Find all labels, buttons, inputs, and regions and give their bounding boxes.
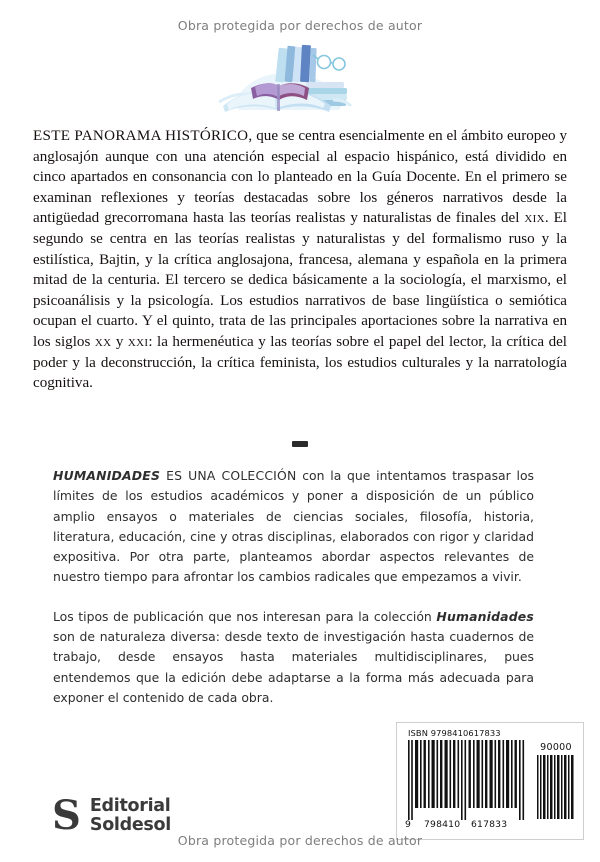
ean5-addon-bars	[537, 755, 575, 819]
colophon-p1-caps: ES UNA COLECCIÓN	[160, 468, 297, 483]
isbn-barcode-block	[396, 722, 584, 840]
ean13-barcode-bars	[408, 740, 525, 820]
divider-dash	[292, 441, 308, 447]
colophon-p2-pre: Los tipos de publicación que nos interesan para la colección	[53, 608, 437, 624]
publisher-logo	[52, 791, 171, 839]
century-xx: xx	[94, 333, 112, 350]
colophon-paragraph-1	[53, 466, 534, 588]
collection-name-humanidades: HUMANIDADES	[53, 468, 161, 483]
colophon-p1-rest: con la que intentamos traspasar los límites de los estudios académicos y poner a disposición de un público amplio ensayos o materiales de ciencias sociales, filosofía, historia, literatura, educación, cine y otras disciplinas, elaborados con rigor y claridad expositiva. Por otra parte, planteamos abordar aspectos relevantes de nuestro tiempo para afrontar los cambios radicales que empezamos a vivir.	[53, 468, 534, 585]
price-addon-label: 90000	[540, 742, 572, 753]
barcode-digit-group-2: 798410	[424, 819, 461, 830]
colophon-p2-post: son de naturaleza diversa: desde texto de investigación hasta cuadernos de trabajo, desde ensayos hasta materiales multidisciplinares, pues entendemos que la edición debe adaptarse a la forma más adecuada para exponer el contenido de cada obra.	[53, 629, 534, 705]
book-description-paragraph	[33, 126, 567, 394]
century-xxi: xxi	[127, 333, 149, 350]
publisher-line-2: Soldesol	[89, 814, 171, 835]
blurb-body-1: que se centra esencialmente en el ámbito europeo y anglosajón aunque con una atención especial al espacio hispánico, está dividido en cinco apartados en consonancia con lo planteado en la Guía Docente. En el primero se examinan reflexiones y teorías destacadas sobre los géneros narrativos desde la antigüedad grecorromana hasta las teorías realistas y naturalistas de finales del	[33, 128, 567, 227]
blurb-body-2: . El segundo se centra en las teorías realistas y naturalistas y del formalismo ruso y la estilística, Bajtin, y la crítica anglosajona, francesa, alemana y española en la primera mitad de la centuria. El tercero se dedica básicamente a la sociología, el marxismo, el psicoanálisis y la psicología. Los estudios narrativos de base lingüística o semiótica ocupan el cuarto. Y el quinto, trata de las principales aportaciones sobre la narrativa en los siglos	[33, 210, 568, 350]
colophon-paragraph-2	[53, 607, 534, 708]
section-divider	[0, 441, 600, 447]
copyright-watermark-bottom: Obra protegida por derechos de autor	[177, 833, 423, 848]
blurb-lead: ESTE PANORAMA HISTÓRICO,	[33, 128, 253, 144]
blurb-body-3: y	[111, 333, 128, 350]
barcode-digit-group-1: 9	[405, 819, 412, 830]
publisher-wordmark	[90, 797, 171, 834]
barcode-digit-group-3: 617833	[471, 819, 508, 830]
blurb-body-4: : la hermenéutica y las teorías sobre el papel del lector, la crítica del poder y la deconstrucción, la crítica feminista, los estudios culturales y la narratología cognitiva.	[33, 333, 568, 392]
publisher-line-1: Editorial	[89, 796, 171, 816]
century-xix: xix	[524, 210, 545, 227]
soldesol-s-mark-icon: S	[52, 791, 81, 839]
stack-of-books-illustration	[211, 44, 359, 119]
isbn-label: ISBN 9798410617833	[408, 728, 501, 738]
collection-description	[53, 466, 534, 708]
collection-name-humanidades-inline: Humanidades	[436, 608, 534, 624]
copyright-watermark-top: Obra protegida por derechos de autor	[177, 18, 423, 33]
